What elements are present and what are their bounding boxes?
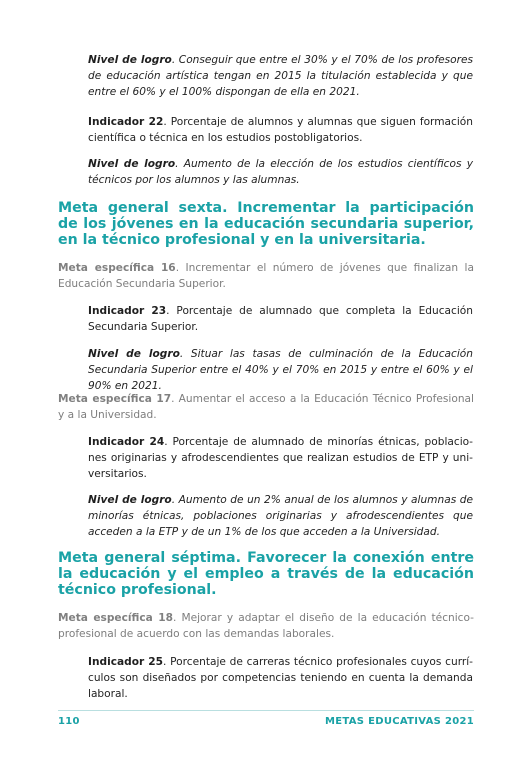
indicator-paragraph — [88, 434, 473, 482]
paragraph-text: . Aumento de la elección de los estudios científicos y técnicos por los alumnos y las alumnas. — [88, 158, 474, 186]
indicator-paragraph — [88, 303, 473, 335]
paragraph-text: . Porcentaje de alumnado de minorías étnicas, poblaciones originarias y afrodescendientes que realizan estudios de ETP y universitarios. — [88, 436, 473, 480]
specific-goal-paragraph — [58, 260, 474, 292]
footer-rule — [58, 710, 474, 711]
achievement-level-paragraph — [88, 52, 473, 100]
paragraph-text: . Porcentaje de alumnos y alumnas que siguen formación científica o técnica en los estudios postobligatorios. — [88, 116, 473, 144]
specific-goal-paragraph — [58, 610, 474, 642]
paragraph-text: . Aumento de un 2% anual de los alumnos y alumnas de minorías étnicas, poblaciones originarias y afrodescendientes que acceden a la ETP y de un 1% de los que acceden a la Universidad. — [88, 494, 474, 538]
achievement-level-paragraph — [88, 156, 473, 188]
paragraph-label: Nivel de logro — [88, 494, 172, 506]
paragraph-label: Indicador 23 — [88, 305, 167, 317]
section-heading: Meta general séptima. Favorecer la conexión entre la educación y el empleo a través de la educación técnico profesional. — [58, 550, 474, 598]
page-number: 110 — [58, 716, 80, 727]
running-title: METAS EDUCATIVAS 2021 — [325, 716, 474, 727]
paragraph-text: . Porcentaje de alumnado que completa la Educación Secundaria Superior. — [88, 305, 473, 333]
paragraph-label: Meta específica 16 — [58, 262, 176, 274]
paragraph-label: Indicador 22 — [88, 116, 164, 128]
paragraph-label: Nivel de logro — [88, 158, 176, 170]
paragraph-text: . Situar las tasas de culminación de la Educación Secundaria Superior entre el 40% y el 70% en 2015 y entre el 60% y el 90% en 2021. — [88, 348, 473, 392]
paragraph-label: Indicador 24 — [88, 436, 165, 448]
specific-goal-paragraph — [58, 391, 474, 423]
paragraph-label: Indicador 25 — [88, 656, 164, 668]
section-heading: Meta general sexta. Incrementar la participación de los jóvenes en la educación secundaria superior, en la técnico profesional y en la universitaria. — [58, 200, 474, 248]
paragraph-text: . Aumentar el acceso a la Educación Técnico Profesional y a la Universidad. — [58, 393, 474, 421]
paragraph-text: . Mejorar y adaptar el diseño de la educación técnico-profesional de acuerdo con las demandas laborales. — [58, 612, 474, 640]
paragraph-text: . Conseguir que entre el 30% y el 70% de los profesores de educación artística tengan en 2015 la titulación establecida y que entre el 60% y el 100% dispongan de ella en 2021. — [88, 54, 474, 98]
achievement-level-paragraph — [88, 346, 473, 394]
indicator-paragraph — [88, 114, 473, 146]
paragraph-label: Nivel de logro — [88, 54, 172, 66]
paragraph-label: Meta específica 17 — [58, 393, 172, 405]
paragraph-text: . Porcentaje de carreras técnico profesionales cuyos currículos son diseñados por competencias teniendo en cuenta la demanda laboral. — [88, 656, 473, 700]
paragraph-text: . Incrementar el número de jóvenes que finalizan la Educación Secundaria Superior. — [58, 262, 474, 290]
paragraph-label: Meta específica 18 — [58, 612, 173, 624]
indicator-paragraph — [88, 654, 473, 702]
achievement-level-paragraph — [88, 492, 473, 540]
paragraph-label: Nivel de logro — [88, 348, 180, 360]
